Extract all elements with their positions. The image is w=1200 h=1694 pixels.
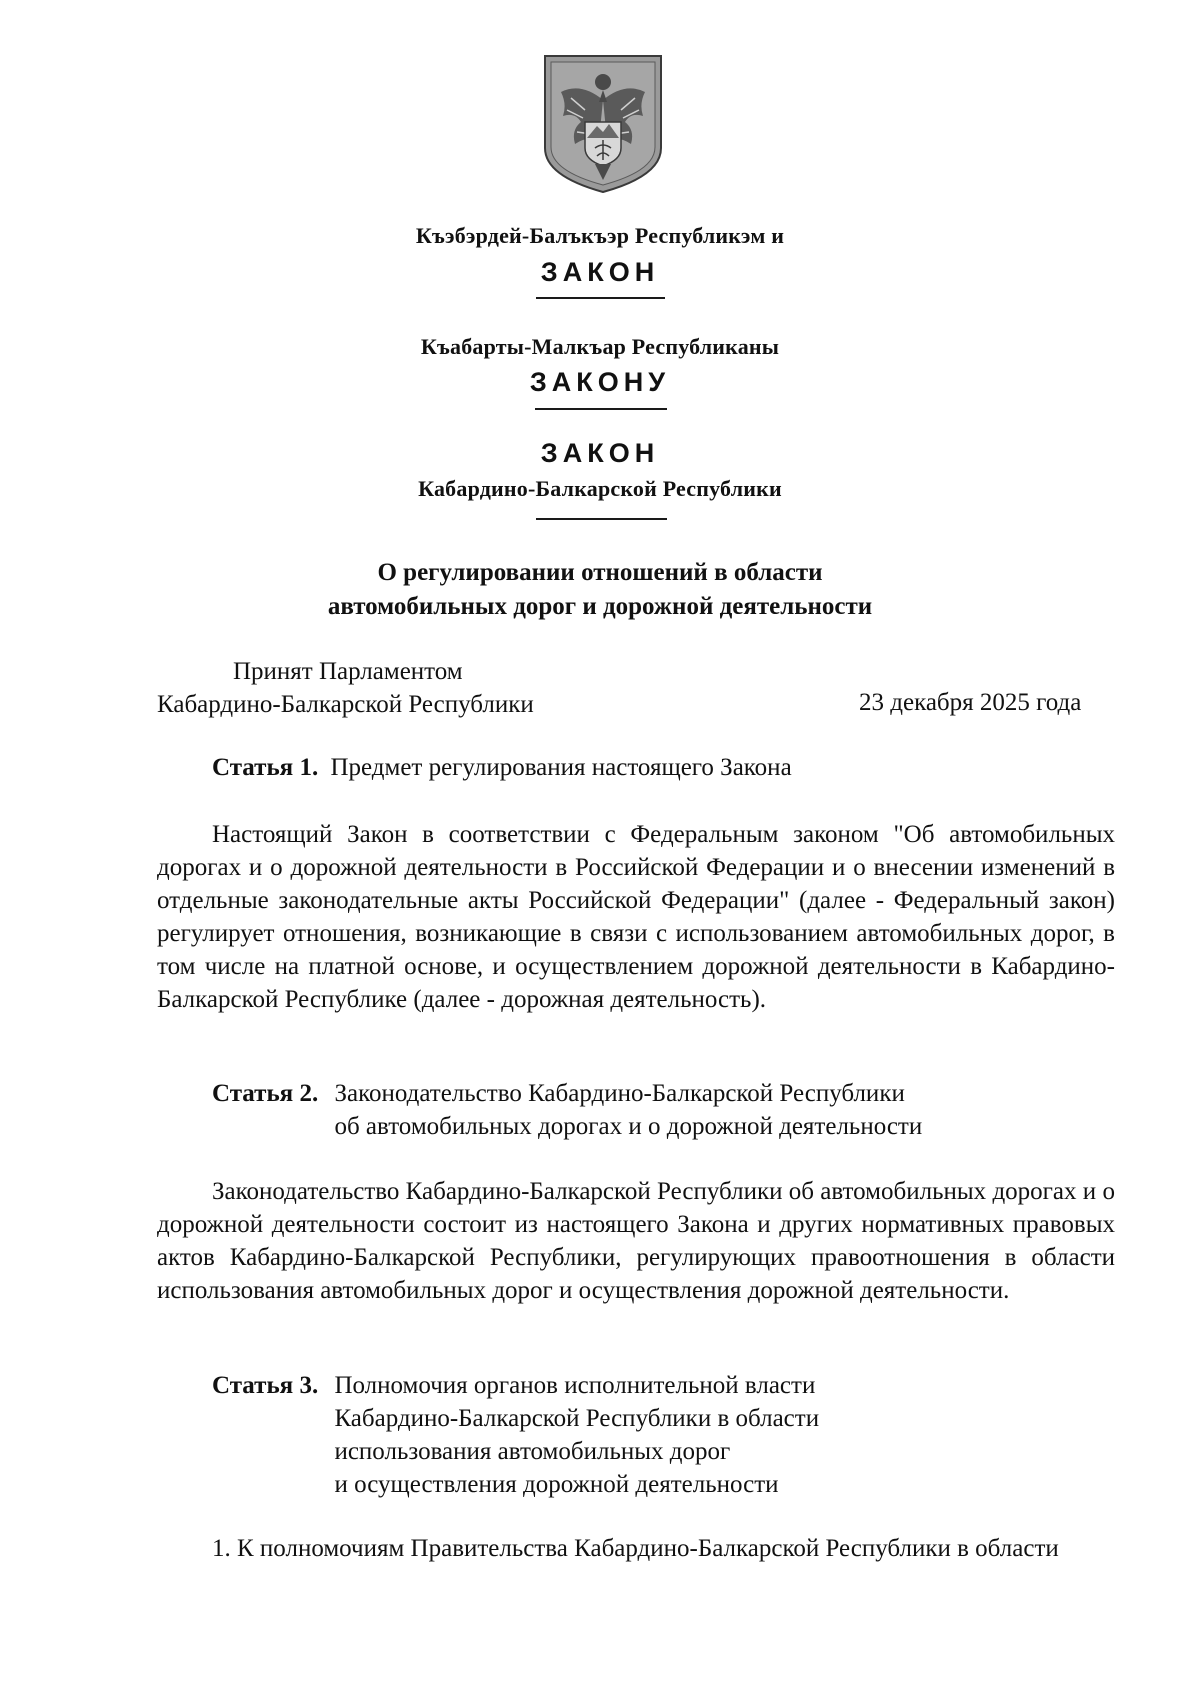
article-3-title-line: использования автомобильных дорог (334, 1438, 731, 1465)
coat-of-arms-emblem (541, 52, 665, 194)
article-2-label: Статья 2. (212, 1080, 319, 1107)
adoption-line-1: Принят Парламентом (233, 658, 463, 685)
article-1-heading (212, 751, 792, 784)
article-3-title-line: Кабардино-Балкарской Республики в области (334, 1405, 820, 1432)
balkar-law-word: ЗАКОНУ (529, 367, 671, 397)
article-1-title (330, 751, 791, 784)
article-1-label: Статья 1. (212, 754, 319, 781)
article-2-title-line: об автомобильных дорогах и о дорожной деятельности (334, 1113, 923, 1140)
eagle-shield-icon (541, 52, 665, 194)
article-2-title (334, 1077, 922, 1143)
adoption-date: 23 декабря 2025 года (859, 689, 1082, 716)
article-1-title-line: Предмет регулирования настоящего Закона (330, 754, 792, 781)
header-divider-2 (535, 408, 667, 410)
kabardian-header-line: Къэбэрдей-Балъкъэр Республикэм и (415, 223, 785, 248)
article-3-title (334, 1369, 819, 1501)
adoption-line-2: Кабардино-Балкарской Республики (157, 691, 534, 718)
article-3-title-line: Полномочия органов исполнительной власти (334, 1372, 816, 1399)
article-1-text: Настоящий Закон в соответствии с Федеральным законом "Об автомобильных дорогах и о дорожной деятельности в Российской Федерации и о внесении изменений в отдельные законодательные акты Российской Федерации" (далее - Федеральный закон) регулирует отношения, возникающие в связи с использованием автомобильных дорог, в том числе на платной основе, и осуществлением дорожной деятельности в Кабардино-Балкарской Республике (далее - дорожная деятельность). (157, 821, 1115, 1013)
header-divider-3 (536, 518, 667, 520)
law-title-line-2: автомобильных дорог и дорожной деятельности (327, 593, 873, 620)
article-3-heading (212, 1369, 819, 1501)
kabardian-law-word: ЗАКОН (540, 257, 660, 287)
article-3-title-line: и осуществления дорожной деятельности (334, 1471, 779, 1498)
header-divider-1 (536, 297, 665, 299)
article-2-title-line: Законодательство Кабардино-Балкарской Республики (334, 1080, 905, 1107)
article-3-label: Статья 3. (212, 1372, 319, 1399)
article-2-text: Законодательство Кабардино-Балкарской Республики об автомобильных дорогах и о дорожной деятельности состоит из настоящего Закона и других нормативных правовых актов Кабардино-Балкарской Республики, регулирующих правоотношения в области использования автомобильных дорог и осуществления дорожной деятельности. (157, 1178, 1115, 1304)
article-3-text: 1. К полномочиям Правительства Кабардино-Балкарской Республики в области (212, 1535, 1059, 1562)
law-title-line-1: О регулировании отношений в области (377, 559, 823, 586)
article-2-heading (212, 1077, 922, 1143)
russian-header-line: Кабардино-Балкарской Республики (418, 476, 782, 501)
russian-law-word: ЗАКОН (540, 438, 660, 468)
balkar-header-line: Къабарты-Малкъар Республиканы (420, 334, 780, 359)
